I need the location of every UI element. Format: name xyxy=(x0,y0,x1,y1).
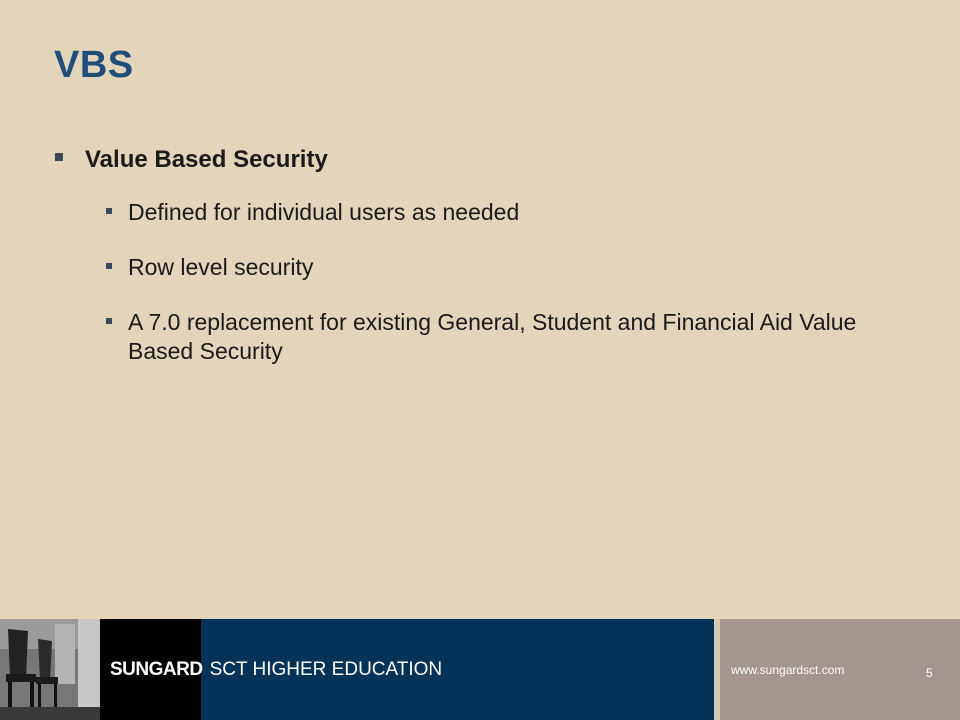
sub-bullet xyxy=(106,308,886,366)
square-bullet-icon xyxy=(55,153,63,161)
chairs-photo-image xyxy=(0,619,100,720)
sub-bullet-text: Row level security xyxy=(128,254,314,280)
sub-bullet-text: Defined for individual users as needed xyxy=(128,199,520,225)
sub-bullet xyxy=(106,198,886,227)
page-number: 5 xyxy=(926,666,933,680)
brand-rest: SCT HIGHER EDUCATION xyxy=(209,659,443,680)
brand-strong: SUNGARD xyxy=(110,659,203,680)
footer-bar xyxy=(0,619,960,720)
sungard-logo xyxy=(110,659,442,681)
main-bullet xyxy=(55,146,328,174)
sub-bullet-text: A 7.0 replacement for existing General, Student and Financial Aid Value Based Security xyxy=(128,309,857,364)
square-bullet-icon xyxy=(106,318,112,324)
slide-title: VBS xyxy=(54,44,134,86)
sub-bullet xyxy=(106,253,886,282)
square-bullet-icon xyxy=(106,263,112,269)
website-url: www.sungardsct.com xyxy=(731,663,845,677)
square-bullet-icon xyxy=(106,208,112,214)
main-bullet-text: Value Based Security xyxy=(85,146,328,173)
sub-bullet-list xyxy=(106,198,886,392)
chairs-photo xyxy=(0,619,100,720)
